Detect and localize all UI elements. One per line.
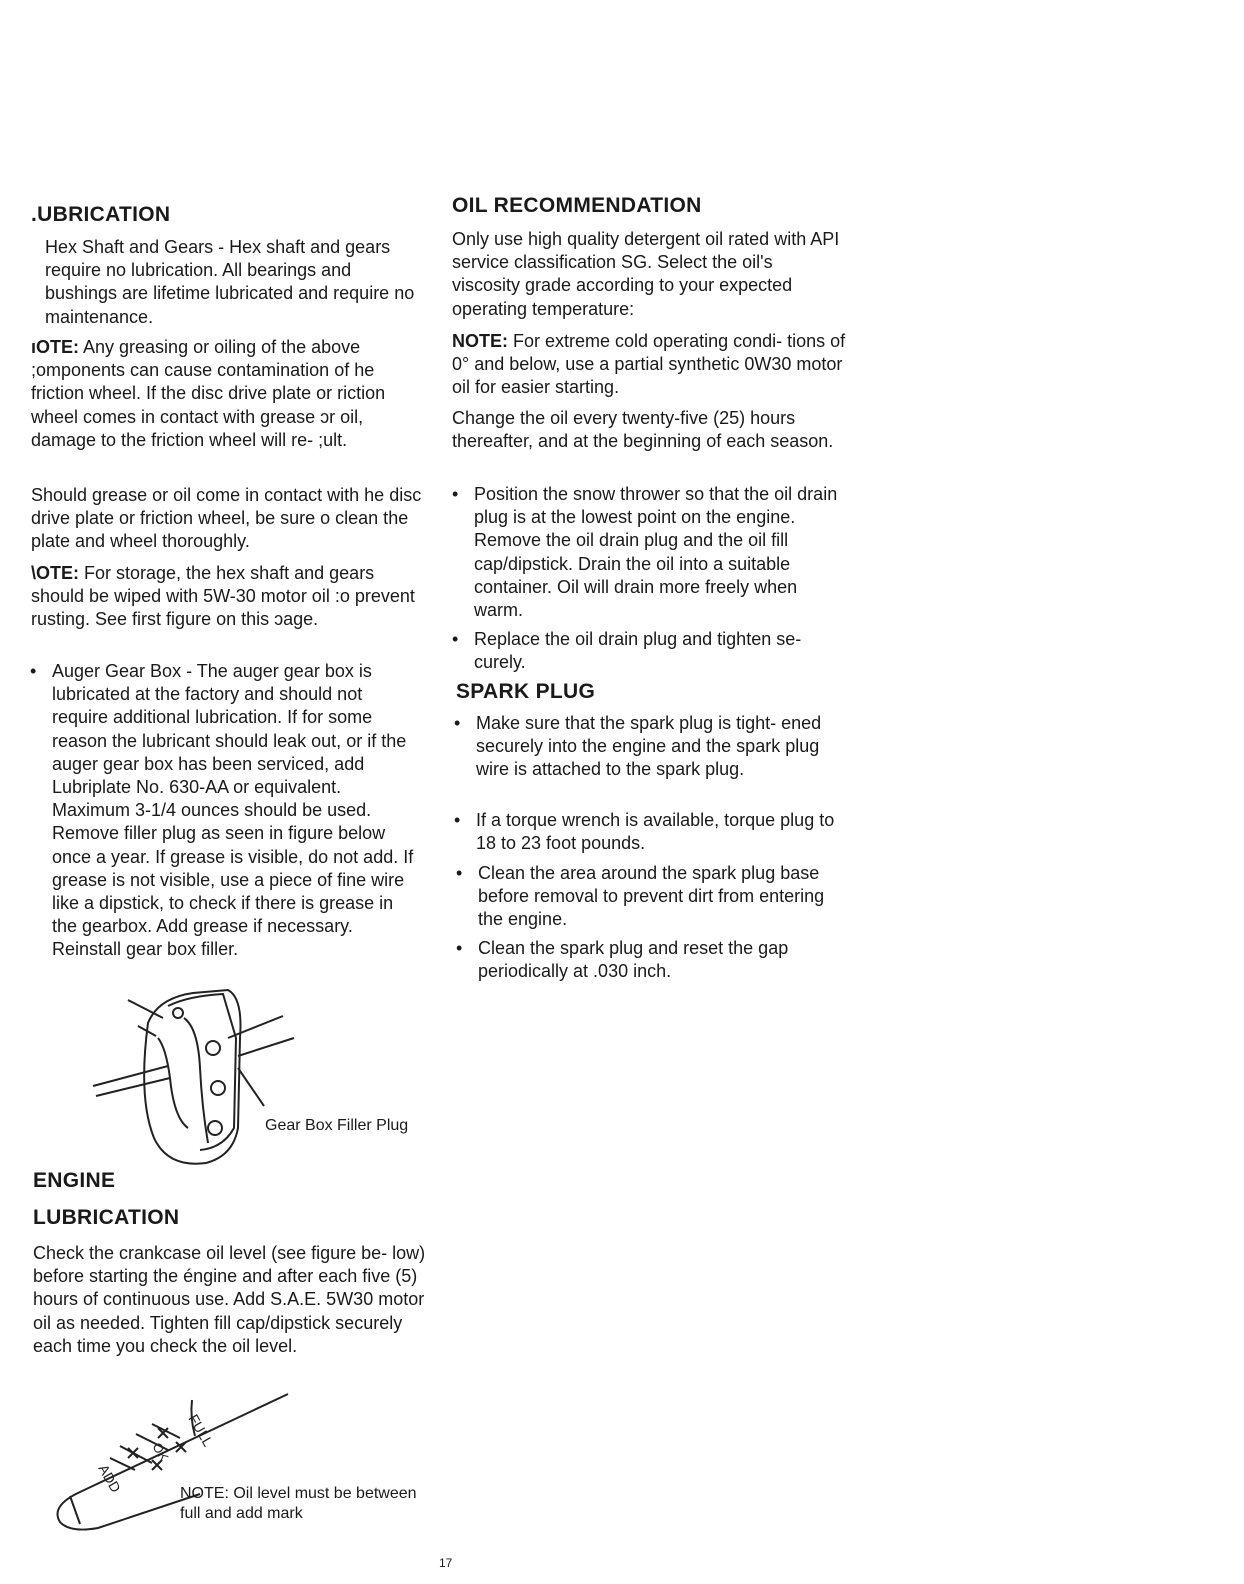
gear-box-illustration <box>88 978 388 1168</box>
bullet-marker: • <box>454 810 461 830</box>
spark-bullet-text: Clean the spark plug and reset the gap periodically at .030 inch. <box>478 938 789 982</box>
bullet-marker: • <box>456 938 463 958</box>
gear-box-caption: Gear Box Filler Plug <box>265 1117 409 1134</box>
oil-recommendation-heading: OIL RECOMMENDATION <box>452 194 702 217</box>
oil-note <box>452 330 857 400</box>
dipstick-ok-label: OK <box>149 1440 172 1464</box>
auger-gear-box-bullet <box>30 660 422 962</box>
bullet-marker: • <box>456 863 463 883</box>
spark-plug-heading: SPARK PLUG <box>456 680 596 703</box>
note-text: For extreme cold operating condi- tions of 0° and below, use a partial synthetic 0W30 motor oil for easier starting. <box>452 331 846 398</box>
spark-bullet <box>456 862 848 932</box>
oil-bullet-text: Replace the oil drain plug and tighten se- curely. <box>474 629 802 673</box>
note-label: \OTE: <box>31 563 79 583</box>
engine-lubrication-heading: LUBRICATION <box>33 1206 180 1229</box>
lubrication-heading: .UBRICATION <box>31 203 171 226</box>
crankcase-paragraph: Check the crankcase oil level (see figure be- low) before starting the éngine and after each five (5) hours of continuous use. Add S.A.E. 5W30 motor oil as needed. Tighten fill cap/dipstick securely each time you check the oil level. <box>33 1243 426 1356</box>
spark-bullet-text: If a torque wrench is available, torque plug to 18 to 23 foot pounds. <box>476 810 835 854</box>
dipstick-full-label: FULL <box>185 1411 217 1450</box>
spark-bullet-text: Make sure that the spark plug is tight- ened securely into the engine and the spark plug wire is attached to the spark plug. <box>476 713 822 780</box>
dipstick-add-label: ADD <box>95 1461 125 1496</box>
engine-heading: ENGINE <box>33 1169 116 1192</box>
bullet-marker: • <box>452 629 459 649</box>
oil-bullet <box>452 628 849 674</box>
bullet-marker: • <box>454 713 461 733</box>
page-number: 17 <box>439 1556 453 1570</box>
dipstick-caption: NOTE: Oil level must be between full and add mark <box>180 1485 417 1522</box>
note-text: Any greasing or oiling of the above ;omponents can cause contamination of he friction wheel. If the disc drive plate or riction wheel comes in contact with grease ɔr oil, damage to the friction wheel will re- ;ult. <box>31 337 386 450</box>
note-text: For storage, the hex shaft and gears should be wiped with 5W-30 motor oil :o prevent rusting. See first figure on this ɔage. <box>31 563 415 630</box>
note-label: NOTE: <box>452 331 508 351</box>
bullet-marker: • <box>452 484 459 504</box>
should-grease-paragraph: Should grease or oil come in contact with he disc drive plate or friction wheel, be sure o clean the plate and wheel thoroughly. <box>31 485 422 552</box>
oil-bullet-text: Position the snow thrower so that the oil drain plug is at the lowest point on the engine. Remove the oil drain plug and the oil fill cap/dipstick. Drain the oil into a suitable container. Oil will drain more freely when warm. <box>474 484 838 621</box>
oil-bullet <box>452 483 849 622</box>
change-oil-paragraph: Change the oil every twenty-five (25) hours thereafter, and at the beginning of each season. <box>452 408 834 452</box>
hex-shaft-paragraph: Hex Shaft and Gears - Hex shaft and gears require no lubrication. All bearings and bushings are lifetime lubricated and require no maintenance. <box>45 237 415 327</box>
oil-paragraph: Only use high quality detergent oil rated with API service classification SG. Select the oil's viscosity grade according to your expected operating temperature: <box>452 229 840 319</box>
note-label: ıOTE: <box>31 337 79 357</box>
bullet-marker: • <box>30 661 37 681</box>
lubrication-note-2 <box>31 562 431 632</box>
spark-bullet-text: Clean the area around the spark plug base before removal to prevent dirt from entering the engine. <box>478 863 825 930</box>
spark-bullet <box>456 937 848 983</box>
lubrication-note-1 <box>31 336 431 452</box>
spark-bullet <box>454 809 846 855</box>
auger-gear-box-text: Auger Gear Box - The auger gear box is lubricated at the factory and should not require additional lubrication. If for some reason the lubricant should leak out, or if the auger gear box has been serviced, add Lubriplate No. 630-AA or equivalent. Maximum 3-1/4 ounces should be used. Remove filler plug as seen in figure below once a year. If grease is visible, do not add. If grease is not visible, use a piece of fine wire like a dipstick, to check if there is grease in the gearbox. Add grease if necessary. Reinstall gear box filler. <box>52 661 414 960</box>
spark-bullet <box>454 712 846 782</box>
